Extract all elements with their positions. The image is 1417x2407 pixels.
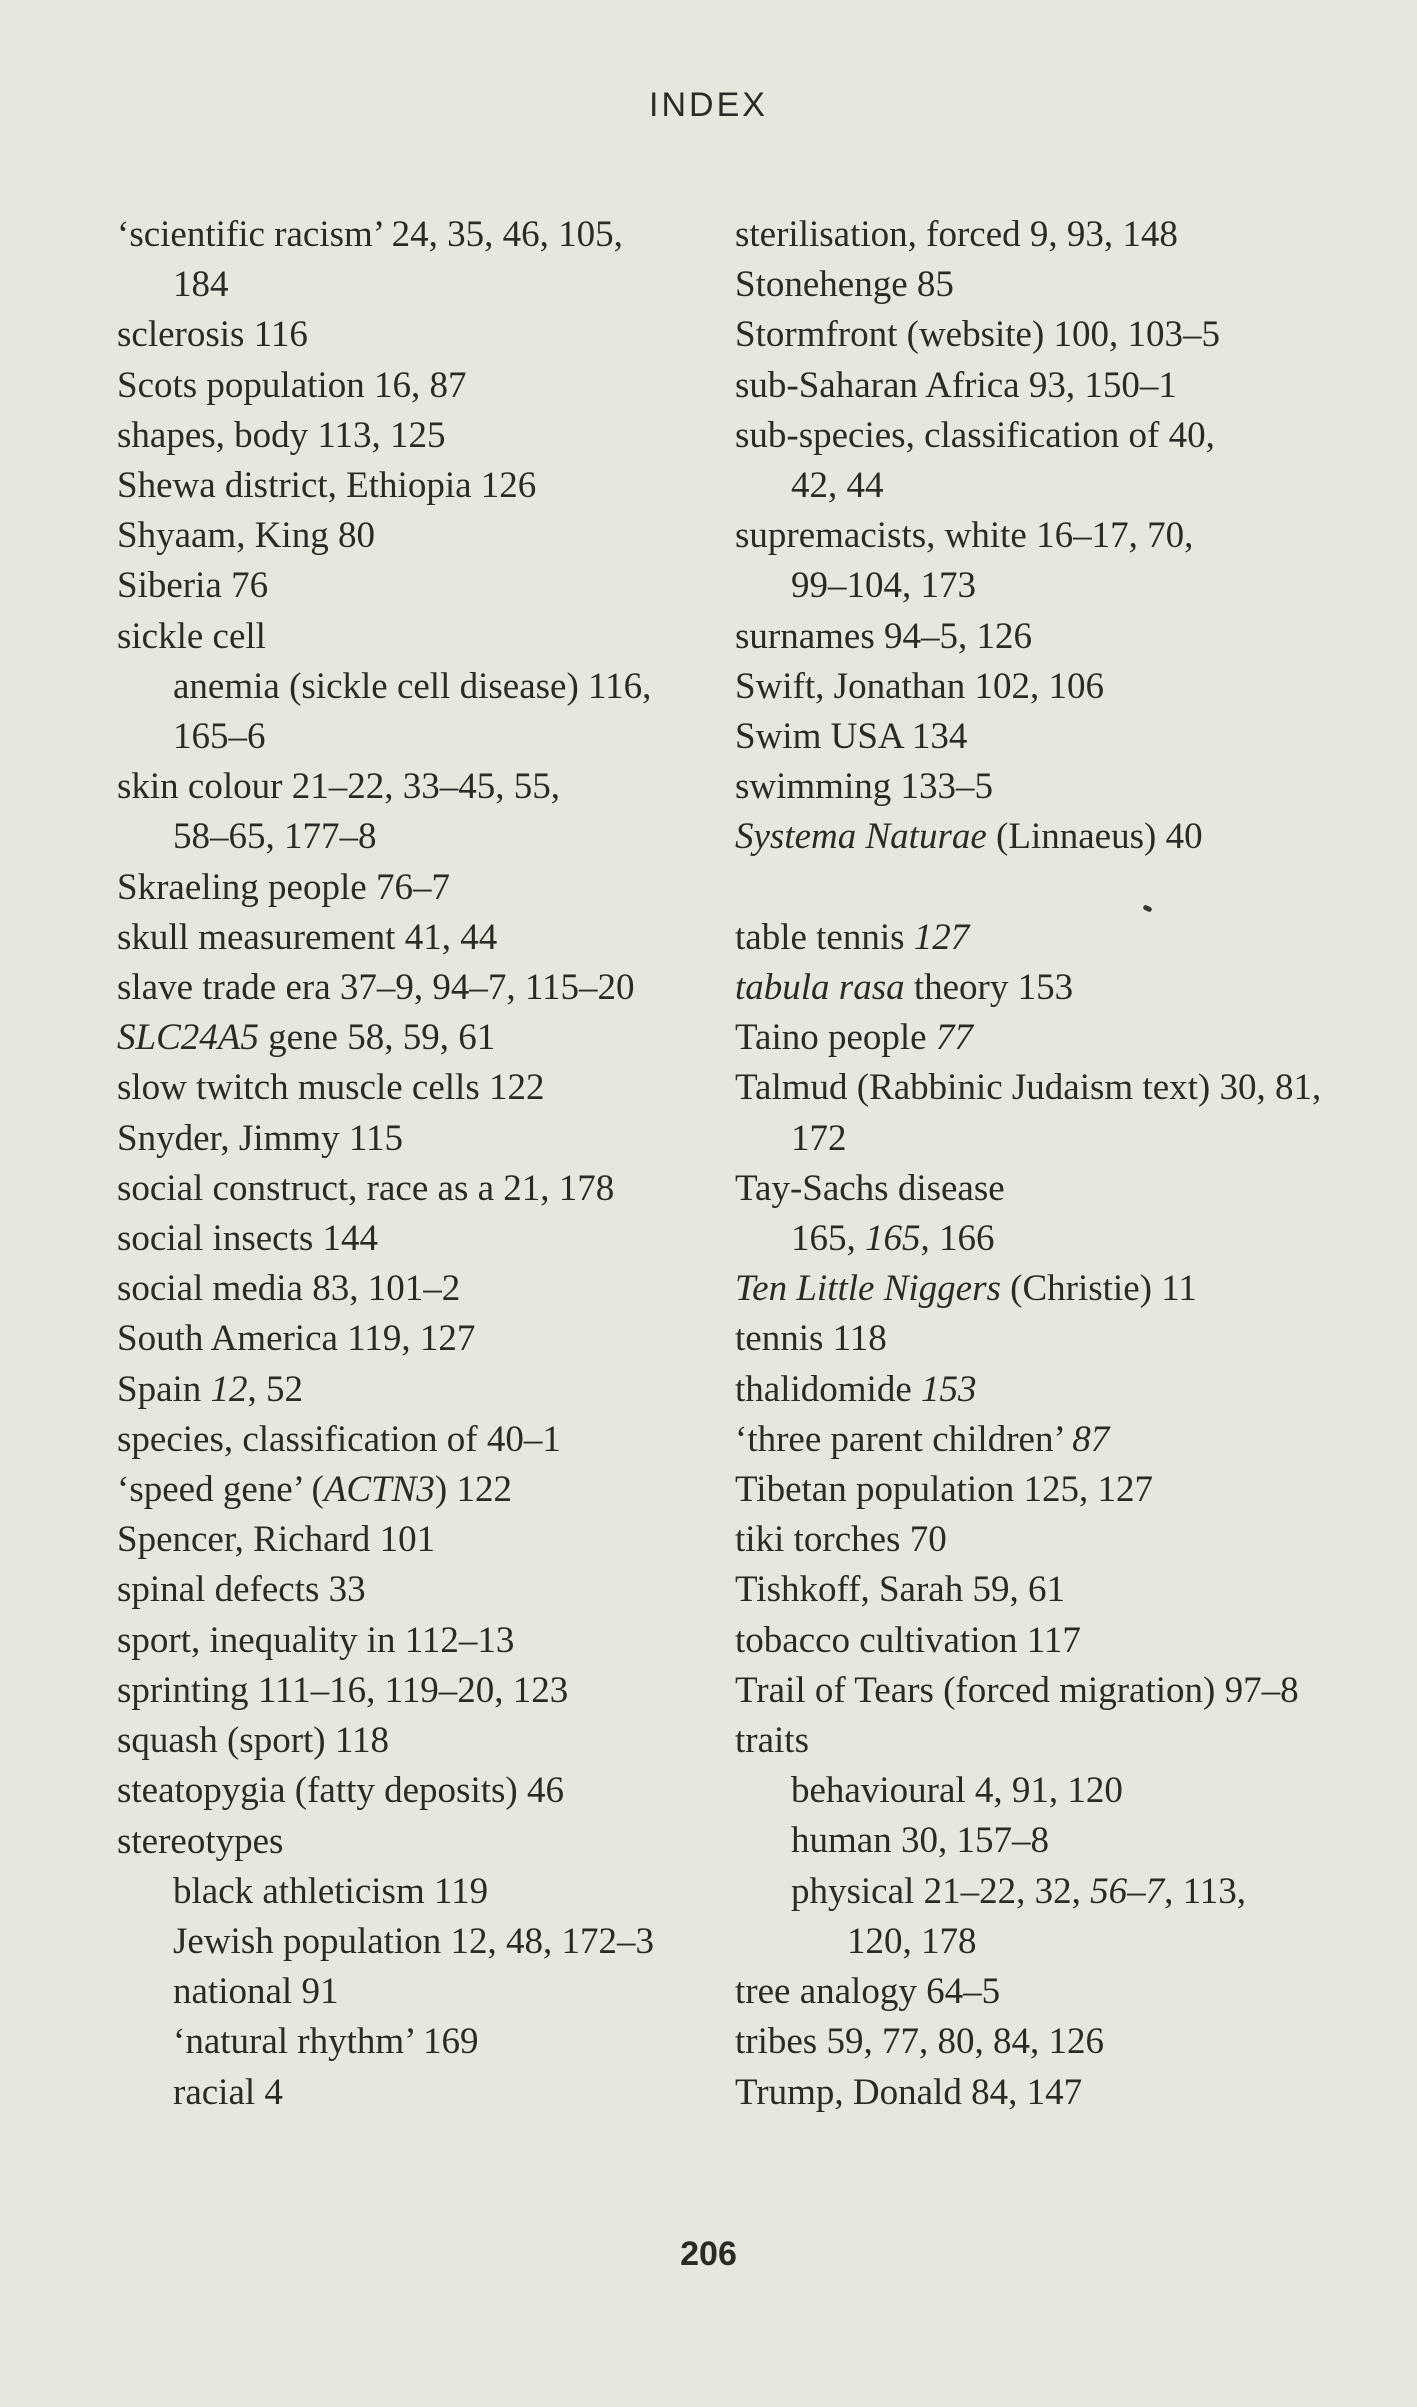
page-ref: 40 — [1165, 816, 1203, 858]
index-page-refs — [826, 2021, 1104, 2062]
index-term: social construct, race as a — [117, 1167, 495, 1209]
index-page-refs — [489, 1067, 545, 1108]
index-subentry — [117, 1967, 707, 2017]
page-ref: , 113, 120, 178 — [847, 1870, 1246, 1962]
index-entry — [117, 1817, 707, 1867]
index-term: stereotypes — [117, 1820, 284, 1862]
index-page-refs — [329, 1569, 366, 1610]
index-term: black athleticism — [173, 1870, 425, 1912]
page-ref: 56–7 — [1090, 1870, 1165, 1912]
index-page-refs — [1072, 1419, 1109, 1460]
page-ref: 126 — [480, 465, 537, 507]
index-entry — [735, 1967, 1355, 2017]
index-term: steatopygia (fatty deposits) — [117, 1770, 518, 1812]
index-column-left — [117, 210, 707, 2118]
index-entry — [735, 1314, 1355, 1364]
page-ref: 21–22, 33–45, 55, 58–65, 177–8 — [173, 766, 560, 858]
index-term: slave trade era — [117, 967, 331, 1009]
page-ref: 40, 42, 44 — [791, 414, 1215, 507]
index-term: Siberia — [117, 565, 222, 607]
index-page-refs — [1166, 816, 1203, 857]
page-ref: 102, 106 — [974, 665, 1104, 707]
index-entry — [117, 1666, 707, 1716]
index-term: Jewish population — [173, 1920, 442, 1962]
page-ref: 85 — [916, 264, 954, 306]
index-term: table tennis — [735, 916, 905, 958]
index-term: tree analogy — [735, 1971, 917, 2013]
index-page-refs — [914, 917, 970, 958]
page-ref: 111–16, 119–20, 123 — [257, 1669, 569, 1711]
page-ref: 46 — [526, 1770, 564, 1812]
index-term: tiki torches — [735, 1519, 901, 1561]
index-page-refs — [323, 1218, 379, 1259]
index-entry — [735, 963, 1355, 1013]
index-page-refs — [374, 365, 467, 406]
page-ref: 118 — [334, 1720, 390, 1762]
page-ref: 119 — [433, 1870, 489, 1912]
index-term: slow twitch muscle cells — [117, 1067, 480, 1109]
page-ref: 30, 157–8 — [900, 1820, 1049, 1862]
index-entry — [735, 913, 1355, 963]
page-ref: 64–5 — [926, 1971, 1001, 2013]
index-term: Swift, Jonathan — [735, 665, 966, 707]
index-entry — [117, 210, 707, 310]
index-entry — [735, 1415, 1355, 1465]
index-term: Talmud (Rabbinic Judaism text) — [735, 1067, 1211, 1109]
index-page-refs — [1023, 1469, 1153, 1510]
index-entry — [117, 461, 707, 511]
index-page-refs — [317, 415, 445, 456]
page-ref: 119, 127 — [347, 1318, 476, 1360]
index-entry — [117, 310, 707, 360]
page-ref: 16, 87 — [373, 364, 467, 406]
page-ref: 11 — [1161, 1268, 1197, 1310]
index-term: ‘three parent children’ — [735, 1418, 1064, 1460]
index-term: sickle cell anemia (sickle cell disease) — [117, 615, 579, 707]
page-ref: 80 — [337, 515, 375, 557]
index-page-refs — [833, 1318, 887, 1359]
page-ref: 37–9, 94–7, 115–20 — [339, 967, 635, 1009]
index-page-refs — [450, 1921, 654, 1962]
index-term: racial — [173, 2071, 256, 2113]
page-ref: 76 — [231, 565, 269, 607]
index-page-refs — [349, 1118, 403, 1159]
index-entry — [735, 1515, 1355, 1565]
index-page-refs — [231, 565, 268, 606]
index-term: SLC24A5 — [117, 1017, 259, 1059]
index-entry — [735, 662, 1355, 712]
index-page-refs — [456, 1469, 512, 1510]
index-page-refs — [791, 1218, 995, 1259]
index-term: Scots population — [117, 364, 365, 406]
index-entry — [735, 2017, 1355, 2067]
index-entry — [117, 1515, 707, 1565]
index-entry — [117, 762, 707, 862]
index-entry — [735, 762, 1355, 812]
index-entry — [735, 1365, 1355, 1415]
index-term: Swim USA — [735, 716, 903, 758]
index-term-suffix: (Christie) — [1000, 1268, 1152, 1310]
index-term: social insects — [117, 1218, 314, 1260]
page-ref: 113, 125 — [317, 414, 446, 456]
page-ref: 12, 48, 172–3 — [450, 1920, 654, 1962]
page-ref: 101 — [379, 1519, 436, 1561]
index-entry — [735, 1164, 1355, 1264]
index-entry — [117, 1365, 707, 1415]
index-subentry — [117, 2068, 707, 2118]
index-term: Shyaam, King — [117, 515, 329, 557]
index-term: surnames — [735, 615, 875, 657]
index-entry — [735, 1616, 1355, 1666]
index-page-refs — [936, 1017, 973, 1058]
index-column-right — [735, 210, 1355, 2118]
index-page-refs — [380, 1519, 436, 1560]
page-ref: 144 — [322, 1218, 379, 1260]
index-term-suffix: ) — [434, 1469, 448, 1511]
index-entry — [117, 963, 707, 1013]
index-entry — [735, 411, 1355, 511]
index-term: Taino people — [735, 1017, 927, 1059]
page-ref: 97–8 — [1224, 1669, 1299, 1711]
page-ref: 122 — [456, 1469, 512, 1511]
index-page-refs — [405, 917, 498, 958]
index-page-refs — [335, 1720, 389, 1761]
page-ref: 153 — [921, 1368, 977, 1410]
page-ref: 83, 101–2 — [312, 1268, 461, 1310]
index-entry — [117, 1766, 707, 1816]
index-term: national — [173, 1971, 293, 2013]
index-entry — [117, 1214, 707, 1264]
index-term: sub-species, classification of — [735, 414, 1160, 456]
index-entry — [117, 1114, 707, 1164]
page-ref: 30, 81, 172 — [791, 1067, 1322, 1159]
index-page-refs — [264, 2072, 283, 2113]
page-ref: 127 — [913, 916, 970, 958]
page-ref: 122 — [489, 1067, 545, 1109]
index-term: sclerosis — [117, 314, 245, 356]
index-term: squash (sport) — [117, 1720, 326, 1762]
index-page-refs — [301, 1971, 338, 2012]
page-ref: 59, 61 — [972, 1569, 1065, 1611]
index-term: sub-Saharan Africa — [735, 364, 1020, 406]
index-term: Ten Little Niggers — [735, 1268, 1001, 1310]
index-term: Stormfront (website) — [735, 314, 1045, 356]
index-page-refs — [254, 314, 308, 355]
index-term: tabula rasa — [735, 967, 905, 1009]
index-subentry — [117, 1917, 707, 1967]
index-page-refs — [1030, 214, 1178, 255]
index-term: skin colour — [117, 766, 283, 808]
index-term: species, classification of — [117, 1418, 478, 1460]
index-page-refs — [211, 1369, 304, 1410]
index-page-refs — [338, 515, 375, 556]
index-term-suffix: theory — [904, 967, 1009, 1009]
index-entry — [735, 210, 1355, 260]
index-page-refs — [434, 1871, 488, 1912]
index-entry — [735, 361, 1355, 411]
page-ref: 91 — [301, 1971, 339, 2013]
index-entry — [117, 361, 707, 411]
index-entry — [735, 1063, 1355, 1163]
index-entry — [117, 1415, 707, 1465]
page-ref: , 52 — [247, 1368, 304, 1410]
index-entry — [735, 712, 1355, 762]
page-ref: 40–1 — [486, 1418, 561, 1460]
index-term: Skraeling people — [117, 866, 367, 908]
page-ref: 58, 59, 61 — [347, 1017, 496, 1059]
page-ref: 59, 77, 80, 84, 126 — [826, 2021, 1104, 2063]
page-ref: 12 — [210, 1368, 248, 1410]
index-page-refs — [1018, 967, 1074, 1008]
page-ref: 21, 178 — [503, 1167, 615, 1209]
index-entry — [117, 511, 707, 561]
index-term: sterilisation, forced — [735, 214, 1021, 255]
index-page-refs — [405, 1620, 515, 1661]
index-term: Shewa district, Ethiopia — [117, 465, 472, 507]
page-ref: 112–13 — [404, 1619, 515, 1661]
index-entry — [117, 863, 707, 913]
page-ref: 9, 93, 148 — [1029, 214, 1178, 255]
index-term: South America — [117, 1318, 338, 1360]
index-term: Tay-Sachs disease — [735, 1167, 1005, 1209]
page-ref: 87 — [1072, 1418, 1110, 1460]
index-page-refs — [258, 1670, 568, 1711]
page-ref: 77 — [935, 1017, 973, 1059]
page-ref: 4 — [264, 2071, 283, 2113]
index-entry — [735, 1666, 1355, 1716]
index-entry — [117, 1565, 707, 1615]
index-page-refs — [1161, 1268, 1197, 1309]
page-ref: 133–5 — [900, 766, 993, 808]
page-ref: 24, 35, 46, 105, 184 — [173, 214, 623, 306]
index-subentry — [735, 1867, 1355, 1967]
index-page-refs — [487, 1419, 561, 1460]
index-term: skull measurement — [117, 916, 396, 958]
index-term: sprinting — [117, 1669, 249, 1711]
index-subentry — [735, 1766, 1355, 1816]
index-term: ‘scientific racism’ — [117, 214, 383, 255]
page-ref: 41, 44 — [404, 916, 498, 958]
page-ref: 116, 165–6 — [173, 665, 652, 758]
index-term: Tishkoff, Sarah — [735, 1569, 964, 1611]
index-term: Tibetan population — [735, 1469, 1015, 1511]
index-term: sport, inequality in — [117, 1619, 396, 1661]
index-term: Stonehenge — [735, 264, 908, 306]
index-page-refs — [1054, 314, 1221, 355]
index-entry — [117, 561, 707, 611]
page-ref: 21–22, 32, — [923, 1870, 1091, 1912]
index-term: ‘natural rhythm’ — [173, 2021, 414, 2063]
page-ref: 93, 150–1 — [1028, 364, 1177, 406]
index-term: Systema Naturae — [735, 816, 987, 858]
index-entry — [117, 1063, 707, 1113]
index-term: tobacco cultivation — [735, 1619, 1018, 1661]
page-ref: 153 — [1017, 967, 1074, 1009]
index-term: physical — [791, 1870, 915, 1912]
index-entry — [117, 612, 707, 763]
index-subentry — [735, 1816, 1355, 1866]
index-page-refs — [481, 465, 537, 506]
index-term: Trail of Tears (forced migration) — [735, 1669, 1216, 1711]
index-term: tribes — [735, 2021, 818, 2063]
index-subentry — [117, 1867, 707, 1917]
index-entry — [735, 511, 1355, 611]
index-term: social media — [117, 1268, 303, 1310]
page-number: 206 — [680, 2235, 737, 2273]
index-term: Spencer, Richard — [117, 1519, 371, 1561]
index-page-refs — [975, 1770, 1123, 1811]
index-page-refs — [971, 2072, 1082, 2113]
index-entry — [117, 411, 707, 461]
index-page-refs — [884, 616, 1032, 657]
index-term: behavioural — [791, 1770, 966, 1812]
page-ref: 165 — [865, 1218, 921, 1260]
index-page-refs — [376, 867, 450, 908]
index-entry — [117, 1264, 707, 1314]
index-subentry — [117, 2017, 707, 2067]
page-ref: 84, 147 — [971, 2071, 1083, 2113]
page-ref: 76–7 — [375, 866, 450, 908]
index-page-refs — [1029, 365, 1177, 406]
page-ref: 33 — [328, 1569, 366, 1611]
index-page-refs — [340, 967, 635, 1008]
index-entry — [735, 612, 1355, 662]
page-ref: 115 — [348, 1117, 403, 1159]
page-ref: 117 — [1026, 1619, 1081, 1661]
index-entry — [735, 1465, 1355, 1515]
page-ref: 125, 127 — [1023, 1469, 1153, 1511]
index-entry — [735, 2068, 1355, 2118]
index-page-refs — [901, 1820, 1049, 1861]
index-entry — [117, 1465, 707, 1515]
section-gap — [735, 863, 1355, 913]
index-term: Trump, Donald — [735, 2071, 962, 2113]
page-ref: 116 — [253, 314, 308, 356]
index-entry — [735, 260, 1355, 310]
index-entry — [735, 1716, 1355, 1766]
index-page-refs — [972, 1569, 1065, 1610]
index-term: supremacists, white — [735, 515, 1027, 557]
index-page-refs — [503, 1168, 614, 1209]
index-page-refs — [1027, 1620, 1081, 1661]
index-page-refs — [974, 666, 1104, 707]
page-ref: 94–5, 126 — [884, 615, 1032, 657]
index-term: swimming — [735, 766, 892, 808]
index-term: Snyder, Jimmy — [117, 1117, 340, 1159]
index-term: thalidomide — [735, 1368, 912, 1410]
index-term: tennis — [735, 1318, 824, 1360]
index-entry — [117, 913, 707, 963]
index-page-refs — [312, 1268, 460, 1309]
index-term: ‘speed gene’ ( — [117, 1469, 324, 1511]
index-page-refs — [921, 1369, 977, 1410]
index-page-refs — [901, 766, 994, 807]
index-page-refs — [423, 2021, 479, 2062]
index-page-refs — [912, 716, 968, 757]
index-term: shapes, body — [117, 414, 309, 456]
index-term-suffix: gene — [258, 1017, 338, 1059]
page-ref: 100, 103–5 — [1053, 314, 1221, 356]
index-page-refs — [527, 1770, 564, 1811]
index-page-refs — [917, 264, 954, 305]
page-ref: 4, 91, 120 — [974, 1770, 1123, 1812]
index-entry — [735, 812, 1355, 862]
index-entry — [735, 1264, 1355, 1314]
index-page-refs — [910, 1519, 947, 1560]
index-term-italic: ACTN3 — [323, 1469, 435, 1511]
page-title: INDEX — [649, 86, 768, 124]
page-ref: 118 — [832, 1318, 887, 1360]
index-entry — [117, 1616, 707, 1666]
page-ref: 165, — [791, 1218, 865, 1260]
index-term: spinal defects — [117, 1569, 320, 1611]
index-term-suffix: (Linnaeus) — [986, 816, 1157, 858]
index-term: Spain — [117, 1368, 202, 1410]
page-ref: 16–17, 70, 99–104, 173 — [791, 515, 1194, 607]
index-entry — [117, 1164, 707, 1214]
index-term: human — [791, 1820, 892, 1862]
index-entry — [735, 1565, 1355, 1615]
index-page-refs — [926, 1971, 1000, 2012]
index-page-refs — [347, 1017, 495, 1058]
index-entry — [117, 1314, 707, 1364]
index-entry — [117, 1013, 707, 1063]
index-entry — [735, 310, 1355, 360]
index-page-refs — [1225, 1670, 1299, 1711]
page-ref: 134 — [911, 716, 968, 758]
page-ref: 70 — [909, 1519, 947, 1561]
page-ref: , 166 — [920, 1218, 995, 1260]
page-ref: 169 — [423, 2021, 479, 2063]
index-entry — [735, 1013, 1355, 1063]
index-page-refs — [347, 1318, 475, 1359]
index-entry — [117, 1716, 707, 1766]
index-term: traits — [735, 1720, 809, 1762]
